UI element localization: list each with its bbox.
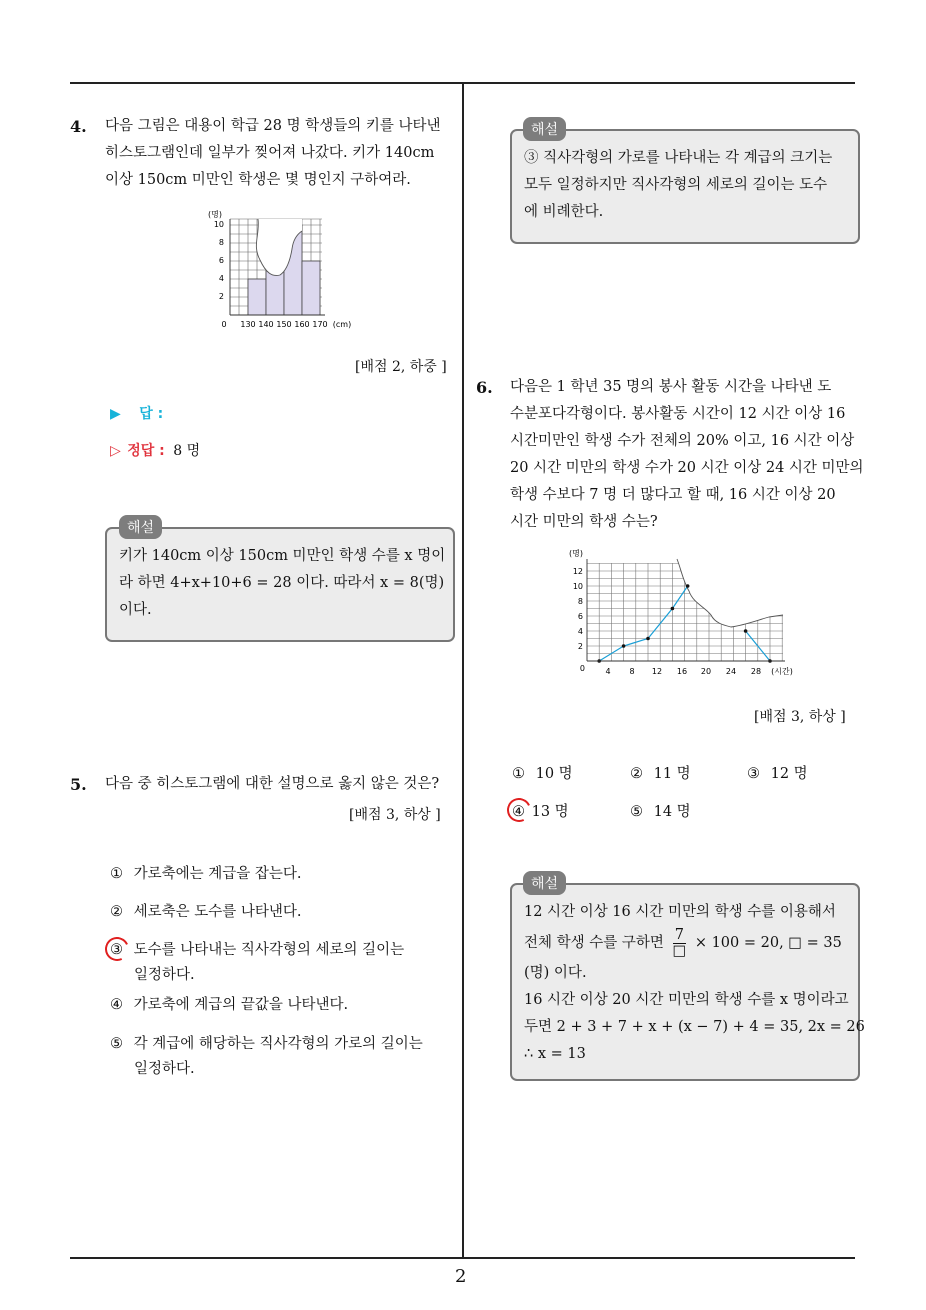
q4-correct-label: 정답 : — [127, 443, 165, 459]
choice-text: 10 명 — [535, 766, 573, 782]
q6-explain-tag: 해설 — [523, 871, 566, 895]
q6-explain-line: 12 시간 이상 16 시간 미만의 학생 수를 이용해서 — [524, 904, 836, 920]
q4-bar — [248, 279, 266, 315]
q4-answer-label: 답 : — [139, 406, 164, 422]
choice-text: 가로축에 계급의 끝값을 나타낸다. — [133, 997, 349, 1013]
column-divider — [462, 83, 464, 1258]
q6-y-tick: 2 — [577, 642, 583, 651]
choice-text: 가로축에는 계급을 잡는다. — [133, 866, 302, 882]
outline-arrow-icon: ▷ — [110, 443, 121, 459]
choice-text: 각 계급에 해당하는 직사각형의 가로의 길이는 — [133, 1036, 423, 1052]
q6-x-tick: 8 — [629, 667, 635, 676]
q6-y-tick: 8 — [577, 597, 583, 606]
q6-point — [671, 607, 675, 611]
q6-polygon-chart — [565, 545, 820, 685]
q4-line: 다음 그림은 대용이 학급 28 명 학생들의 키를 나타낸 — [105, 118, 441, 134]
q5-line: 다음 중 히스토그램에 대한 설명으로 옳지 않은 것은? — [105, 776, 440, 792]
q6-point — [686, 584, 690, 588]
q6-explain-line: ∴ x = 13 — [524, 1046, 586, 1062]
choice-number: ① — [512, 766, 525, 782]
q6-x-tick: 24 — [725, 667, 737, 676]
q5-score: [배점 3, 하상 ] — [349, 807, 441, 823]
q4-line: 히스토그램인데 일부가 찢어져 나갔다. 키가 140cm — [105, 145, 435, 161]
q4-explain-line: 이다. — [119, 602, 152, 618]
q6-explain-line: (명) 이다. — [524, 965, 587, 981]
q6-y-tick: 6 — [577, 612, 583, 621]
q6-x-tick: 4 — [605, 667, 611, 676]
choice-text: 12 명 — [770, 766, 808, 782]
choice-number: ⑤ — [630, 804, 643, 820]
choice-number: ③ — [747, 766, 760, 782]
q6-explain-line — [524, 926, 865, 960]
q6-choice-3[interactable] — [747, 762, 808, 783]
q6-y-tick: 4 — [577, 627, 583, 636]
choice-number: ③ — [110, 942, 123, 958]
q6-line: 학생 수보다 7 명 더 많다고 할 때, 16 시간 이상 20 — [510, 487, 836, 503]
choice-number: ① — [110, 866, 123, 882]
q6-explain-line: 두면 2 + 3 + 7 + x + (x − 7) + 4 = 35, 2x = 26 — [524, 1019, 865, 1035]
q6-fraction — [673, 928, 687, 959]
q5-choice-5[interactable] — [110, 1032, 423, 1082]
q4-x-tick: 160 — [294, 320, 310, 329]
q5-choice-1[interactable] — [110, 862, 302, 883]
q5-explanation-box — [510, 129, 860, 244]
choice-number: ④ — [110, 997, 123, 1013]
q4-x-tick: 140 — [258, 320, 274, 329]
choice-text: 11 명 — [653, 766, 691, 782]
q4-y-tick: 4 — [218, 274, 224, 283]
q6-number: 6. — [476, 378, 493, 397]
choice-number: ⑤ — [110, 1036, 123, 1052]
choice-number: ② — [630, 766, 643, 782]
q4-x-tick: 130 — [240, 320, 256, 329]
q4-y-unit: (명) — [208, 210, 222, 219]
q5-explain-tag: 해설 — [523, 117, 566, 141]
q4-y-tick: 6 — [218, 256, 224, 265]
q6-line: 수분포다각형이다. 봉사활동 시간이 12 시간 이상 16 — [510, 406, 846, 422]
q6-explain-text: × 100 = 20, □ = 35 — [694, 935, 842, 951]
q4-answer-row — [110, 403, 163, 423]
q4-explain-line: 키가 140cm 이상 150cm 미만인 학생 수를 x 명이 — [119, 548, 446, 564]
q6-line: 20 시간 미만의 학생 수가 20 시간 이상 24 시간 미만의 — [510, 460, 864, 476]
choice-text: 일정하다. — [134, 1061, 195, 1077]
q4-question — [105, 113, 440, 194]
q6-x-tick: 16 — [676, 667, 688, 676]
q4-y-tick: 2 — [218, 292, 224, 301]
q6-choice-1[interactable] — [512, 762, 573, 783]
choice-number: ④ — [512, 804, 525, 820]
q4-explain-line: 라 하면 4+x+10+6 = 28 이다. 따라서 x = 8(명) — [119, 575, 445, 591]
q5-explain-line: 모두 일정하지만 직사각형의 세로의 길이는 도수 — [524, 177, 828, 193]
q6-point — [646, 637, 650, 641]
choice-text: 14 명 — [653, 804, 691, 820]
q5-explain-line: ③ 직사각형의 가로를 나타내는 각 계급의 크기는 — [524, 150, 833, 166]
q6-point — [744, 629, 748, 633]
q5-choice-2[interactable] — [110, 900, 302, 921]
page-number: 2 — [455, 1266, 467, 1287]
q6-question — [510, 374, 864, 536]
q6-line: 시간 미만의 학생 수는? — [510, 514, 658, 530]
q4-bar — [302, 261, 320, 315]
q4-correct-row — [110, 440, 200, 460]
q5-choice-3[interactable] — [110, 938, 404, 988]
q4-line: 이상 150cm 미만인 학생은 몇 명인지 구하여라. — [105, 172, 411, 188]
q4-explain-tag: 해설 — [119, 515, 162, 539]
choice-text: 13 명 — [531, 804, 569, 820]
q6-origin: 0 — [579, 664, 585, 673]
play-arrow-icon: ▶ — [110, 406, 121, 422]
choice-text: 일정하다. — [134, 967, 195, 983]
q6-y-tick: 10 — [572, 582, 583, 591]
q4-x-tick: 0 — [221, 320, 227, 329]
q6-x-tick: 28 — [750, 667, 762, 676]
q6-explain-text: 전체 학생 수를 구하면 — [524, 935, 664, 951]
q6-x-unit: (시간) — [771, 667, 793, 676]
bottom-rule — [70, 1257, 855, 1259]
q6-explain-line: 16 시간 이상 20 시간 미만의 학생 수를 x 명이라고 — [524, 992, 849, 1008]
q6-y-unit: (명) — [569, 549, 583, 558]
q5-question — [105, 771, 439, 798]
q4-x-tick: 150 — [276, 320, 292, 329]
q6-x-tick: 12 — [651, 667, 663, 676]
q6-fraction-numerator: 7 — [673, 928, 687, 944]
q4-correct-value: 8 명 — [173, 443, 201, 459]
q4-score: [배점 2, 하중 ] — [355, 359, 447, 375]
q6-line: 시간미만인 학생 수가 전체의 20% 이고, 16 시간 이상 — [510, 433, 855, 449]
q6-torn-region — [677, 559, 783, 627]
q4-y-tick: 10 — [213, 220, 224, 229]
q4-explanation-box — [105, 527, 455, 642]
q5-explain-line: 에 비례한다. — [524, 204, 604, 220]
q5-number: 5. — [70, 775, 87, 794]
q4-histogram — [200, 205, 360, 335]
q6-x-tick: 20 — [700, 667, 712, 676]
q4-x-unit: (cm) — [332, 320, 352, 329]
choice-text: 도수를 나타내는 직사각형의 세로의 길이는 — [133, 942, 405, 958]
q6-explanation-box — [510, 883, 865, 1081]
q6-y-tick: 12 — [572, 567, 583, 576]
q6-choice-5[interactable] — [630, 800, 691, 821]
q5-choice-4[interactable] — [110, 993, 348, 1014]
q4-y-tick: 8 — [218, 238, 224, 247]
choice-number: ② — [110, 904, 123, 920]
q6-choice-2[interactable] — [630, 762, 691, 783]
q6-point — [622, 644, 626, 648]
q6-line: 다음은 1 학년 35 명의 봉사 활동 시간을 나타낸 도 — [510, 379, 832, 395]
q6-score: [배점 3, 하상 ] — [754, 709, 846, 725]
q4-number: 4. — [70, 117, 87, 136]
q6-fraction-denominator: □ — [672, 942, 687, 959]
choice-text: 세로축은 도수를 나타낸다. — [133, 904, 302, 920]
q4-x-tick: 170 — [312, 320, 328, 329]
